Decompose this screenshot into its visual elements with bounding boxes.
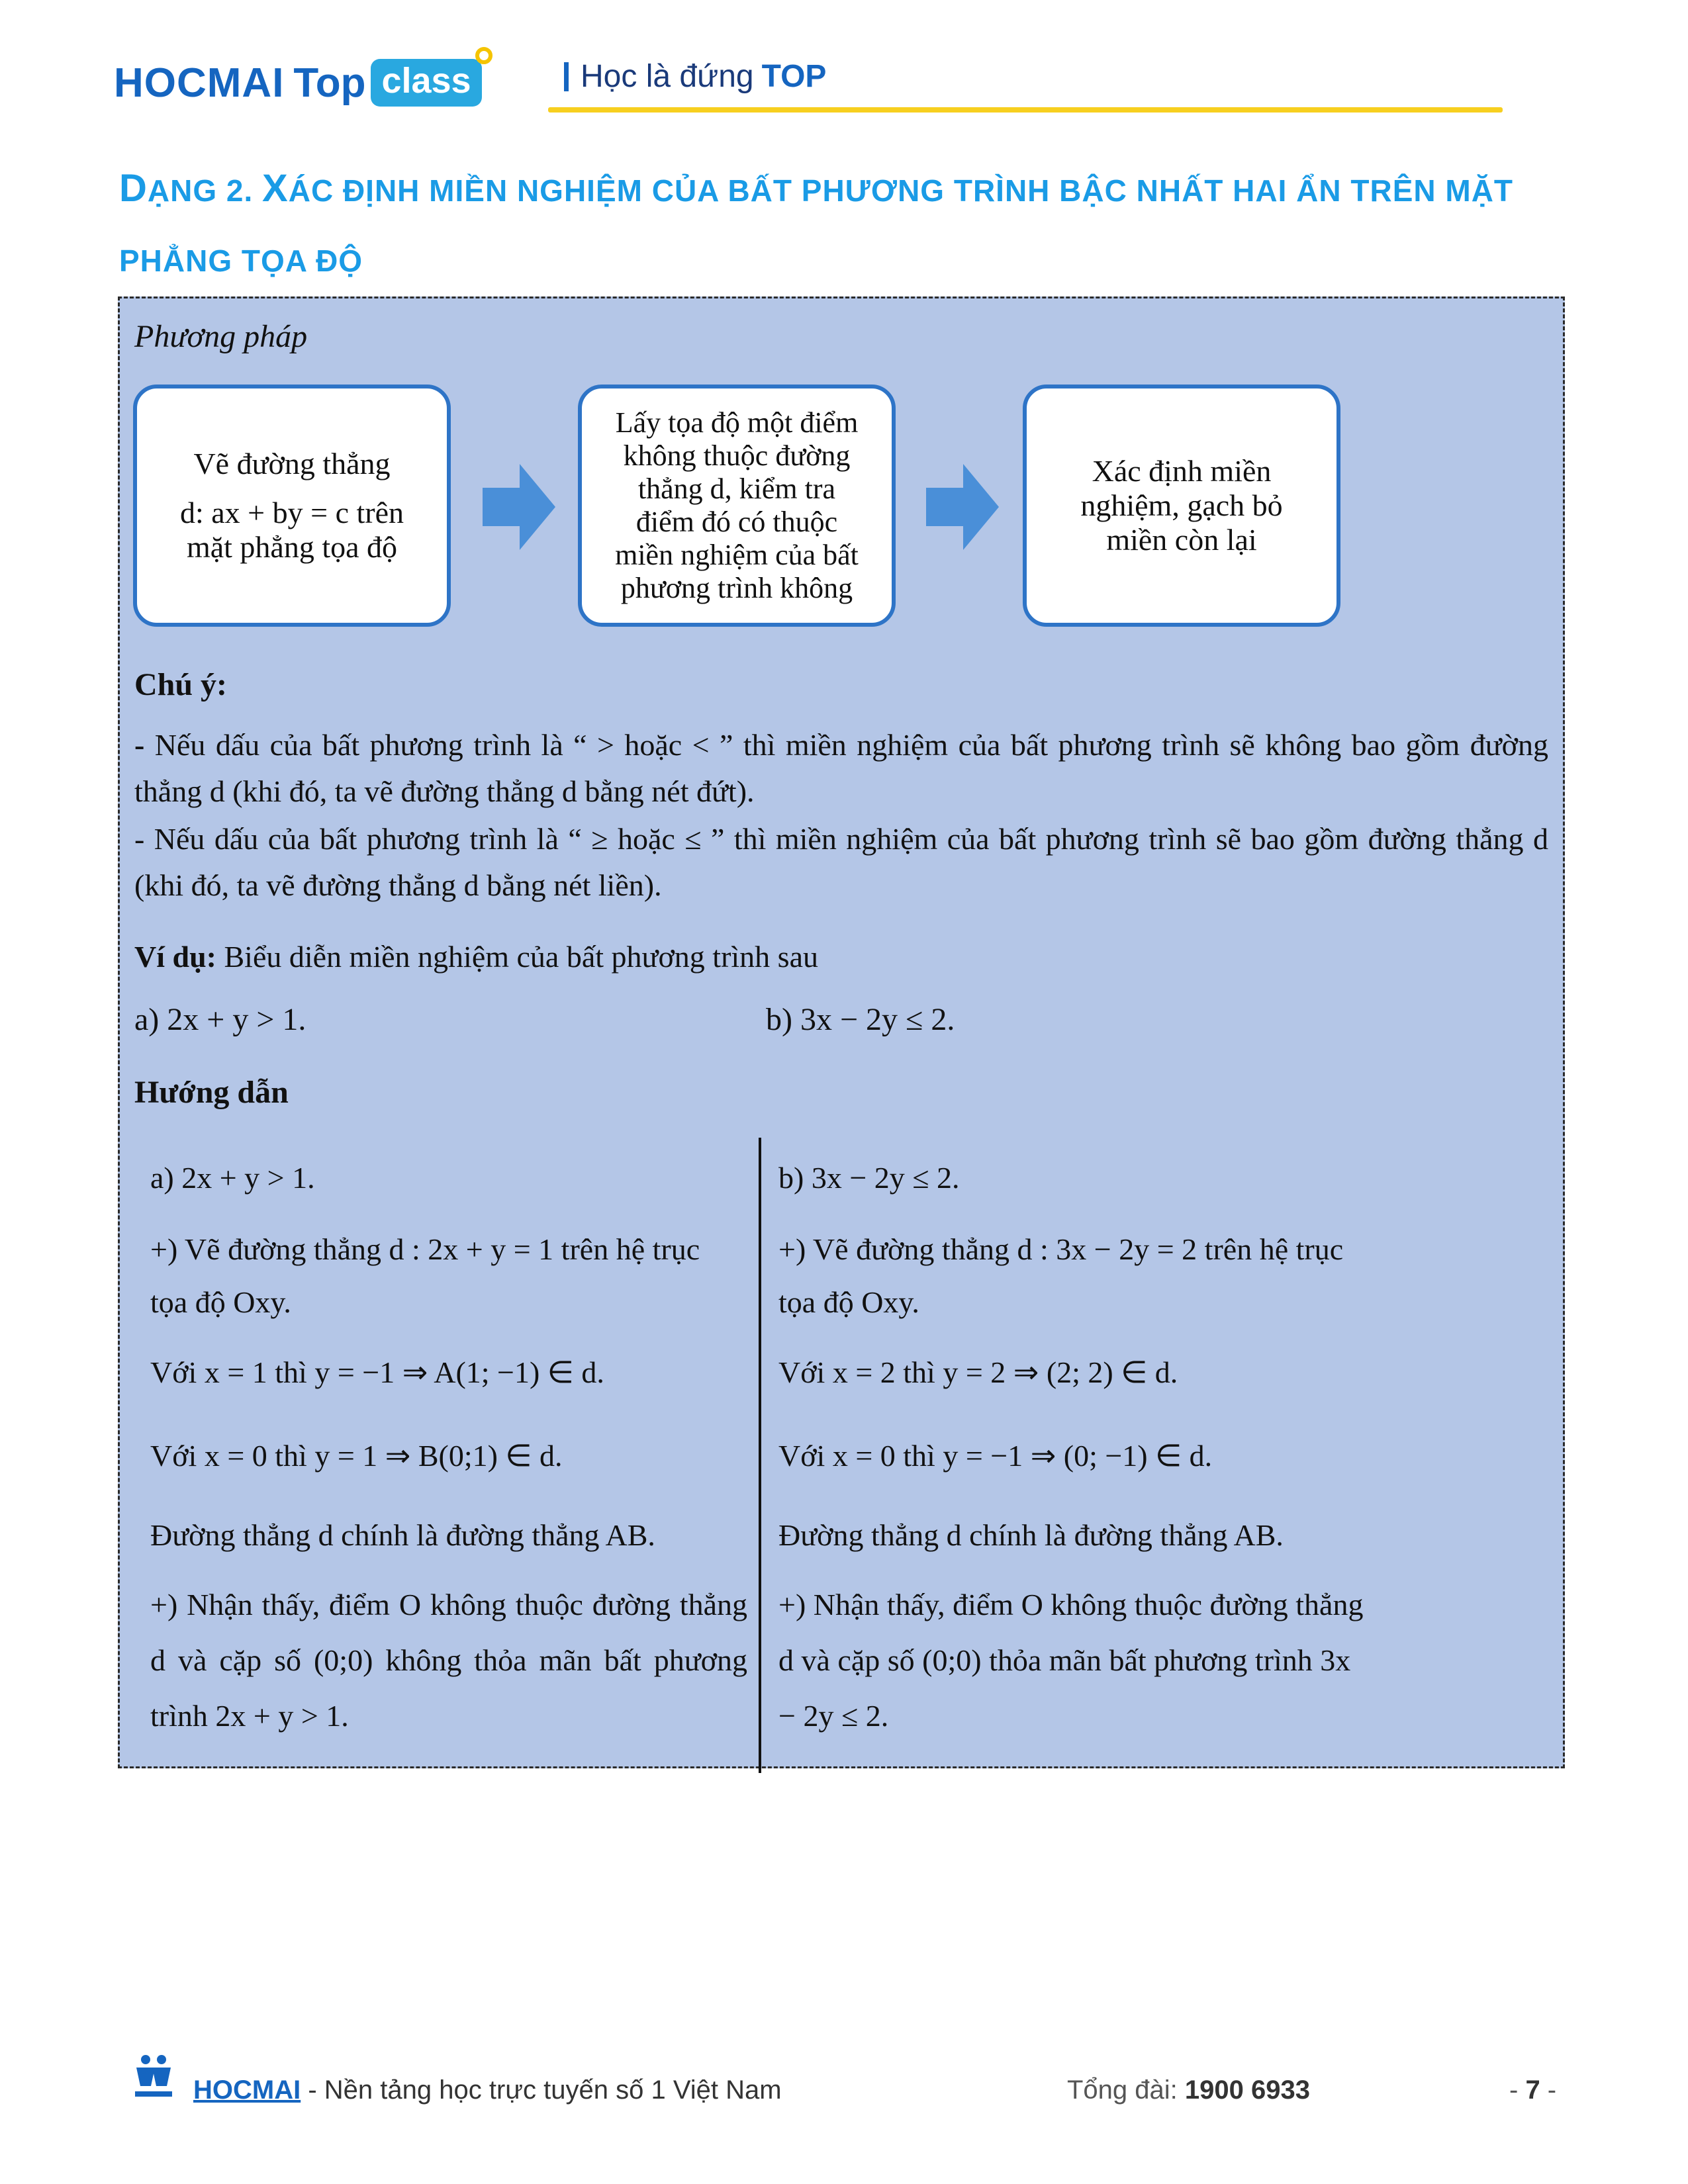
step3-line: nghiệm, gạch bỏ xyxy=(1080,488,1283,522)
page-value: 7 xyxy=(1525,2075,1540,2105)
example-a: a) 2x + y > 1. xyxy=(134,1002,306,1037)
title-part-b: ÁC ĐỊNH MIỀN NGHIỆM CỦA BẤT PHƯƠNG TRÌNH BẬC NHẤT HAI ẨN TRÊN MẶT xyxy=(288,173,1514,208)
footer xyxy=(132,2065,1569,2118)
sol-left-line-6: Đường thẳng d chính là đường thẳng AB. xyxy=(150,1518,655,1552)
right-arrow-icon xyxy=(483,464,555,550)
slogan-divider xyxy=(564,62,569,91)
sol-right-line-6: Đường thẳng d chính là đường thẳng AB. xyxy=(778,1518,1284,1552)
hocmai-topclass-logo xyxy=(114,53,482,113)
title-part-a: ẠNG 2. xyxy=(147,173,263,208)
logo-hocmai-text: HOCMAI xyxy=(114,60,285,106)
sol-left-line-3: tọa độ Oxy. xyxy=(150,1285,291,1319)
sun-icon xyxy=(475,47,492,64)
note-title: Chú ý: xyxy=(134,667,228,702)
note-item-1-text: Nếu dấu của bất phương trình là “ > hoặc < ” thì miền nghiệm của bất phương trình sẽ không bao gồm đường thẳng d (khi đó, ta vẽ đường thẳng d bằng nét đứt). xyxy=(134,728,1548,808)
step2-line: thẳng d, kiểm tra xyxy=(637,473,836,505)
page-number xyxy=(1509,2075,1556,2105)
hocmai-people-icon xyxy=(132,2052,175,2105)
footer-brand-link[interactable]: HOCMAI xyxy=(193,2075,301,2105)
title-line-1 xyxy=(119,154,1575,226)
sol-right-line-4: Với x = 2 thì y = 2 ⇒ (2; 2) ∈ d. xyxy=(778,1355,1178,1389)
logo-class-badge xyxy=(371,59,481,107)
step2-line: không thuộc đường xyxy=(623,439,851,472)
slogan-top: TOP xyxy=(761,59,827,94)
title-cap-d: D xyxy=(119,167,148,210)
example-label: Ví dụ: xyxy=(134,940,216,974)
logo-top-text: Top xyxy=(293,60,366,106)
example-line xyxy=(134,934,1548,980)
slogan xyxy=(564,58,826,95)
header-underline xyxy=(548,107,1503,113)
sol-right-line-5: Với x = 0 thì y = −1 ⇒ (0; −1) ∈ d. xyxy=(778,1439,1213,1473)
step1-line: d: ax + by = c trên xyxy=(179,496,404,529)
step2-line: phương trình không xyxy=(620,572,853,604)
logo-class-text: class xyxy=(381,61,471,101)
title-cap-x: X xyxy=(262,167,289,210)
solution-divider xyxy=(759,1138,761,1773)
example-b: b) 3x − 2y ≤ 2. xyxy=(766,1002,955,1037)
step1-line: Vẽ đường thẳng xyxy=(193,447,391,480)
method-label: Phương pháp xyxy=(134,319,308,354)
note-item-2: - Nếu dấu của bất phương trình là “ ≥ hoặc ≤ ” thì miền nghiệm của bất phương trình sẽ bao gồm đường thẳng d (khi đó, ta vẽ đường thẳng d bằng nét liền). xyxy=(134,822,1548,902)
title-line-2: PHẲNG TỌA ĐỘ xyxy=(119,244,363,278)
flow-step-2 xyxy=(578,385,896,627)
step2-line: điểm đó có thuộc xyxy=(635,506,838,538)
sol-right-line-2: +) Vẽ đường thẳng d : 3x − 2y = 2 trên hệ trục xyxy=(778,1232,1344,1266)
footer-tagline: - Nền tảng học trực tuyến số 1 Việt Nam xyxy=(301,2075,782,2105)
flow-step-1 xyxy=(133,385,451,627)
sol-left-line-4: Với x = 1 thì y = −1 ⇒ A(1; −1) ∈ d. xyxy=(150,1355,604,1389)
page-prefix: - xyxy=(1509,2075,1526,2105)
sol-right-line-3: tọa độ Oxy. xyxy=(778,1285,919,1319)
sol-right-line-1: b) 3x − 2y ≤ 2. xyxy=(778,1161,960,1195)
solution-label: Hướng dẫn xyxy=(134,1075,289,1110)
flow-step-3 xyxy=(1023,385,1340,627)
step2-line: Lấy tọa độ một điểm xyxy=(615,406,859,439)
sol-left-para-7: +) Nhận thấy, điểm O không thuộc đường thẳng d và cặp số (0;0) không thỏa mãn bất phương trình 2x + y > 1. xyxy=(150,1588,747,1733)
note-item-1-dash: - xyxy=(134,728,145,762)
hotline-number: 1900 6933 xyxy=(1184,2075,1310,2105)
section-title xyxy=(119,154,1575,296)
note-item-1 xyxy=(134,722,1548,815)
hotline-label: Tổng đài: xyxy=(1067,2075,1185,2105)
method-box xyxy=(118,296,1565,1768)
slogan-prefix: Học là đứng xyxy=(581,59,754,94)
right-arrow-icon xyxy=(926,464,999,550)
footer-brand xyxy=(193,2075,782,2105)
page-suffix: - xyxy=(1540,2075,1557,2105)
sol-left-line-2: +) Vẽ đường thẳng d : 2x + y = 1 trên hệ trục xyxy=(150,1232,700,1266)
sol-left-line-1: a) 2x + y > 1. xyxy=(150,1161,315,1195)
step1-line: mặt phẳng tọa độ xyxy=(186,530,398,564)
footer-hotline xyxy=(1067,2075,1310,2105)
step3-line: miền còn lại xyxy=(1106,523,1257,557)
example-text: Biểu diễn miền nghiệm của bất phương trình sau xyxy=(216,940,819,974)
sol-right-para-7: +) Nhận thấy, điểm O không thuộc đường thẳng d và cặp số (0;0) thỏa mãn bất phương trình 3x − 2y ≤ 2. xyxy=(778,1588,1364,1733)
step3-line: Xác định miền xyxy=(1092,454,1272,488)
sol-left-line-5: Với x = 0 thì y = 1 ⇒ B(0;1) ∈ d. xyxy=(150,1439,563,1473)
step2-line: miền nghiệm của bất xyxy=(615,539,859,571)
